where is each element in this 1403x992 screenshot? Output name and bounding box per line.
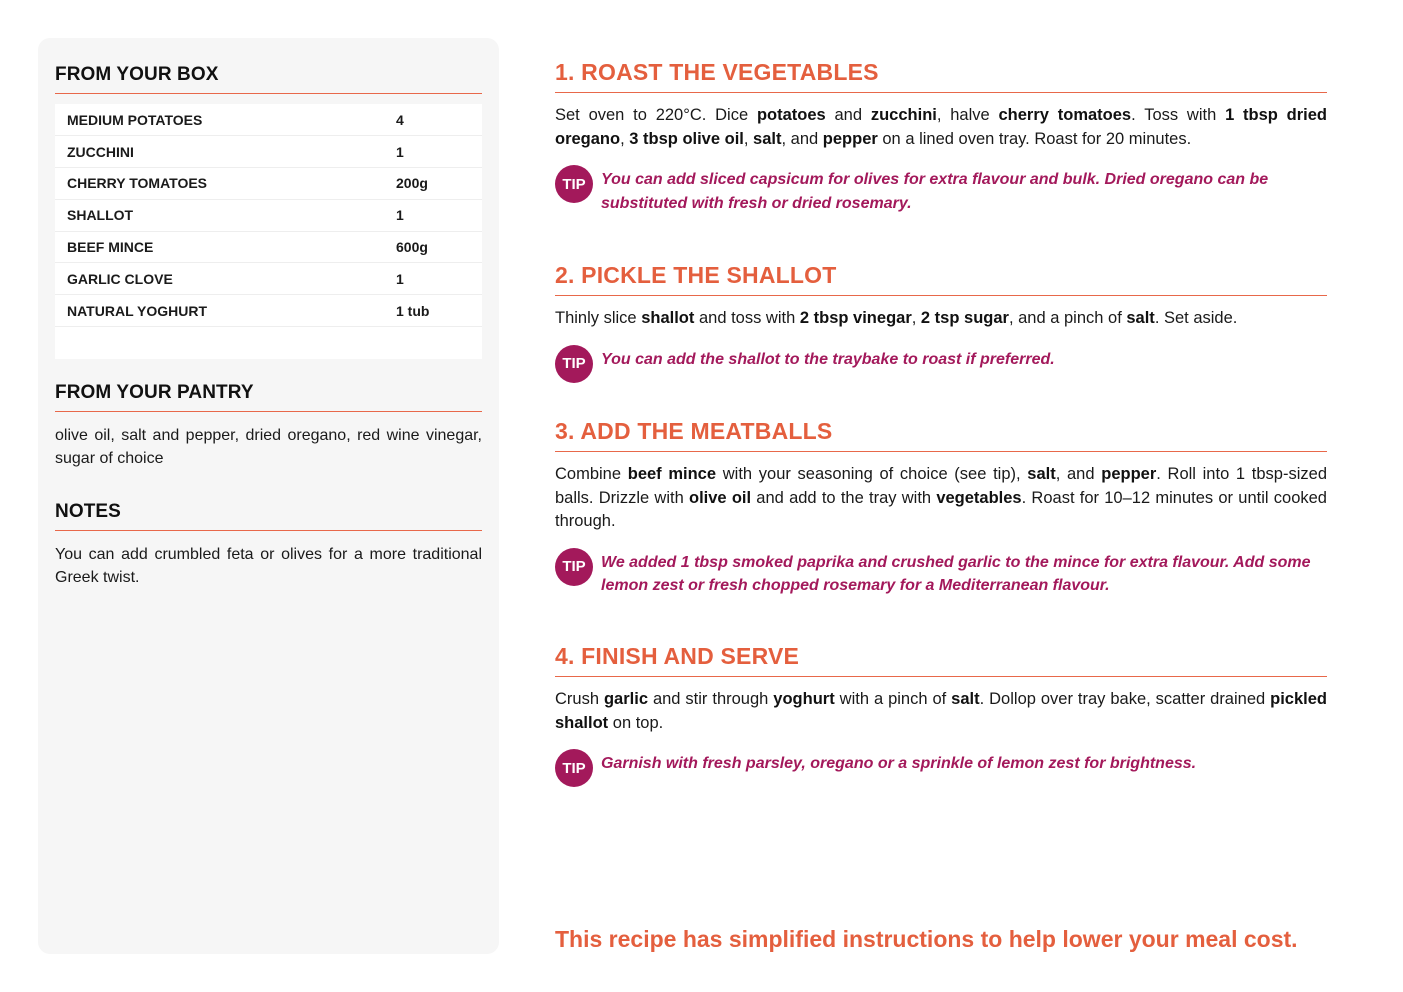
- text-run: , and a pinch of: [1008, 309, 1127, 327]
- bold-ingredient: olive oil: [688, 488, 752, 507]
- text-run: on a lined oven tray. Roast for 20 minutes.: [877, 129, 1192, 148]
- ingredient-qty: 1 tub: [396, 302, 430, 319]
- bold-ingredient: 1 tbsp dried oregano: [555, 106, 1328, 148]
- bold-ingredient: pepper: [822, 129, 878, 148]
- tip-text: Garnish with fresh parsley, oregano or a sprinkle of lemon zest for brightness.: [601, 755, 1197, 772]
- bold-ingredient: salt: [951, 690, 980, 708]
- bold-ingredient: beef mince: [627, 465, 717, 483]
- step-1: [555, 59, 1327, 215]
- tip: [555, 752, 1327, 790]
- bold-ingredient: cherry tomatoes: [998, 106, 1132, 124]
- text-run: , halve: [936, 106, 999, 124]
- ingredient-qty: 600g: [396, 239, 428, 256]
- ingredient-row: [55, 199, 482, 231]
- text-run: . Roll into 1 tbsp-sized balls. Drizzle with: [555, 465, 1327, 507]
- ingredient-name: CHERRY TOMATOES: [67, 175, 208, 192]
- ingredient-qty: 1: [396, 143, 404, 160]
- bold-ingredient: pepper: [1101, 465, 1157, 483]
- bold-ingredient: salt: [1126, 309, 1155, 327]
- tip-badge: TIP: [555, 165, 593, 203]
- bold-ingredient: zucchini: [870, 106, 937, 124]
- bold-ingredient: salt: [753, 129, 782, 148]
- ingredient-name: BEEF MINCE: [67, 239, 154, 256]
- step-body: [555, 463, 1327, 534]
- ingredient-row: [55, 231, 482, 263]
- ingredient-qty: 1: [396, 207, 404, 224]
- text-run: Set oven to 220°C. Dice: [555, 106, 757, 124]
- text-run: with a pinch of: [834, 690, 952, 708]
- ingredient-row: [55, 295, 482, 327]
- ingredients-table: [55, 104, 482, 359]
- text-run: on top.: [608, 713, 664, 732]
- from-your-pantry-section: [55, 382, 482, 470]
- text-run: . Toss with: [1131, 106, 1226, 124]
- text-run: . Set aside.: [1154, 309, 1238, 327]
- text-run: . Roast for 10–12 minutes or until cooked through.: [555, 488, 1327, 530]
- tip-text: We added 1 tbsp smoked paprika and crushed garlic to the mince for extra flavour. Add some lemon zest or fresh chopped rosemary for a Mediterranean flavour.: [601, 553, 1311, 594]
- text-run: Thinly slice: [555, 309, 642, 327]
- text-run: and: [825, 106, 871, 124]
- tip-badge: TIP: [555, 548, 593, 586]
- step-3: [555, 418, 1327, 598]
- pantry-text: olive oil, salt and pepper, dried oregano, red wine vinegar, sugar of choice: [55, 427, 482, 467]
- bold-ingredient: yoghurt: [773, 690, 835, 708]
- ingredient-row: [55, 136, 482, 168]
- text-run: Combine: [555, 465, 628, 483]
- notes-section: [55, 501, 482, 589]
- tip-text: You can add the shallot to the traybake to roast if preferred.: [601, 350, 1055, 368]
- tip-text: You can add sliced capsicum for olives for extra flavour and bulk. Dried oregano can be substituted with fresh or dried rosemary.: [601, 171, 1269, 212]
- ingredient-name: GARLIC CLOVE: [67, 270, 173, 287]
- from-your-pantry-heading: FROM YOUR PANTRY: [55, 382, 482, 412]
- tip-badge: TIP: [555, 345, 593, 383]
- ingredient-row: [55, 104, 482, 136]
- ingredient-name: SHALLOT: [67, 207, 134, 224]
- ingredient-name: MEDIUM POTATOES: [67, 111, 203, 128]
- step-body: [555, 688, 1327, 735]
- tip: [555, 551, 1327, 598]
- text-run: , and: [1055, 465, 1102, 483]
- text-run: ,: [743, 129, 754, 148]
- bold-ingredient: garlic: [603, 690, 648, 708]
- text-run: , and: [781, 129, 823, 148]
- step-title: 3. ADD THE MEATBALLS: [555, 418, 1327, 452]
- text-run: ,: [911, 309, 921, 327]
- bold-ingredient: salt: [1027, 465, 1056, 483]
- ingredient-qty: 1: [396, 270, 404, 287]
- bold-ingredient: 2 tsp sugar: [920, 309, 1009, 327]
- text-run: . Dollop over tray bake, scatter drained: [979, 690, 1271, 708]
- text-run: and toss with: [694, 309, 800, 327]
- ingredients-panel: [38, 38, 499, 954]
- tip-badge: TIP: [555, 749, 593, 787]
- ingredient-row: [55, 263, 482, 295]
- bold-ingredient: vegetables: [936, 488, 1022, 507]
- step-4: [555, 643, 1327, 790]
- text-run: with your seasoning of choice (see tip),: [716, 465, 1028, 483]
- step-title: 1. ROAST THE VEGETABLES: [555, 59, 1327, 93]
- bold-ingredient: potatoes: [756, 106, 826, 124]
- step-title: 2. PICKLE THE SHALLOT: [555, 262, 1327, 296]
- ingredient-name: ZUCCHINI: [67, 143, 134, 160]
- text-run: ,: [620, 129, 630, 148]
- bold-ingredient: pickled shallot: [555, 690, 1327, 732]
- bold-ingredient: 3 tbsp olive oil: [629, 129, 744, 148]
- ingredient-name: NATURAL YOGHURT: [67, 302, 207, 319]
- notes-text: You can add crumbled feta or olives for a more traditional Greek twist.: [55, 546, 482, 586]
- step-2: [555, 262, 1327, 386]
- ingredient-qty: 4: [396, 111, 404, 128]
- footer-note: This recipe has simplified instructions to help lower your meal cost.: [555, 926, 1298, 952]
- text-run: and stir through: [648, 690, 774, 708]
- notes-heading: NOTES: [55, 501, 482, 531]
- bold-ingredient: shallot: [641, 309, 695, 327]
- step-body: [555, 307, 1327, 331]
- text-run: and add to the tray with: [751, 488, 937, 507]
- from-your-box-section: [55, 64, 482, 359]
- text-run: Crush: [555, 690, 604, 708]
- ingredient-row-empty: [55, 327, 482, 359]
- bold-ingredient: 2 tbsp vinegar: [799, 309, 912, 327]
- step-title: 4. FINISH AND SERVE: [555, 643, 1327, 677]
- step-body: [555, 104, 1327, 151]
- from-your-box-heading: FROM YOUR BOX: [55, 64, 482, 94]
- tip: [555, 168, 1327, 215]
- tip: [555, 348, 1327, 386]
- ingredient-qty: 200g: [396, 175, 428, 192]
- ingredient-row: [55, 168, 482, 200]
